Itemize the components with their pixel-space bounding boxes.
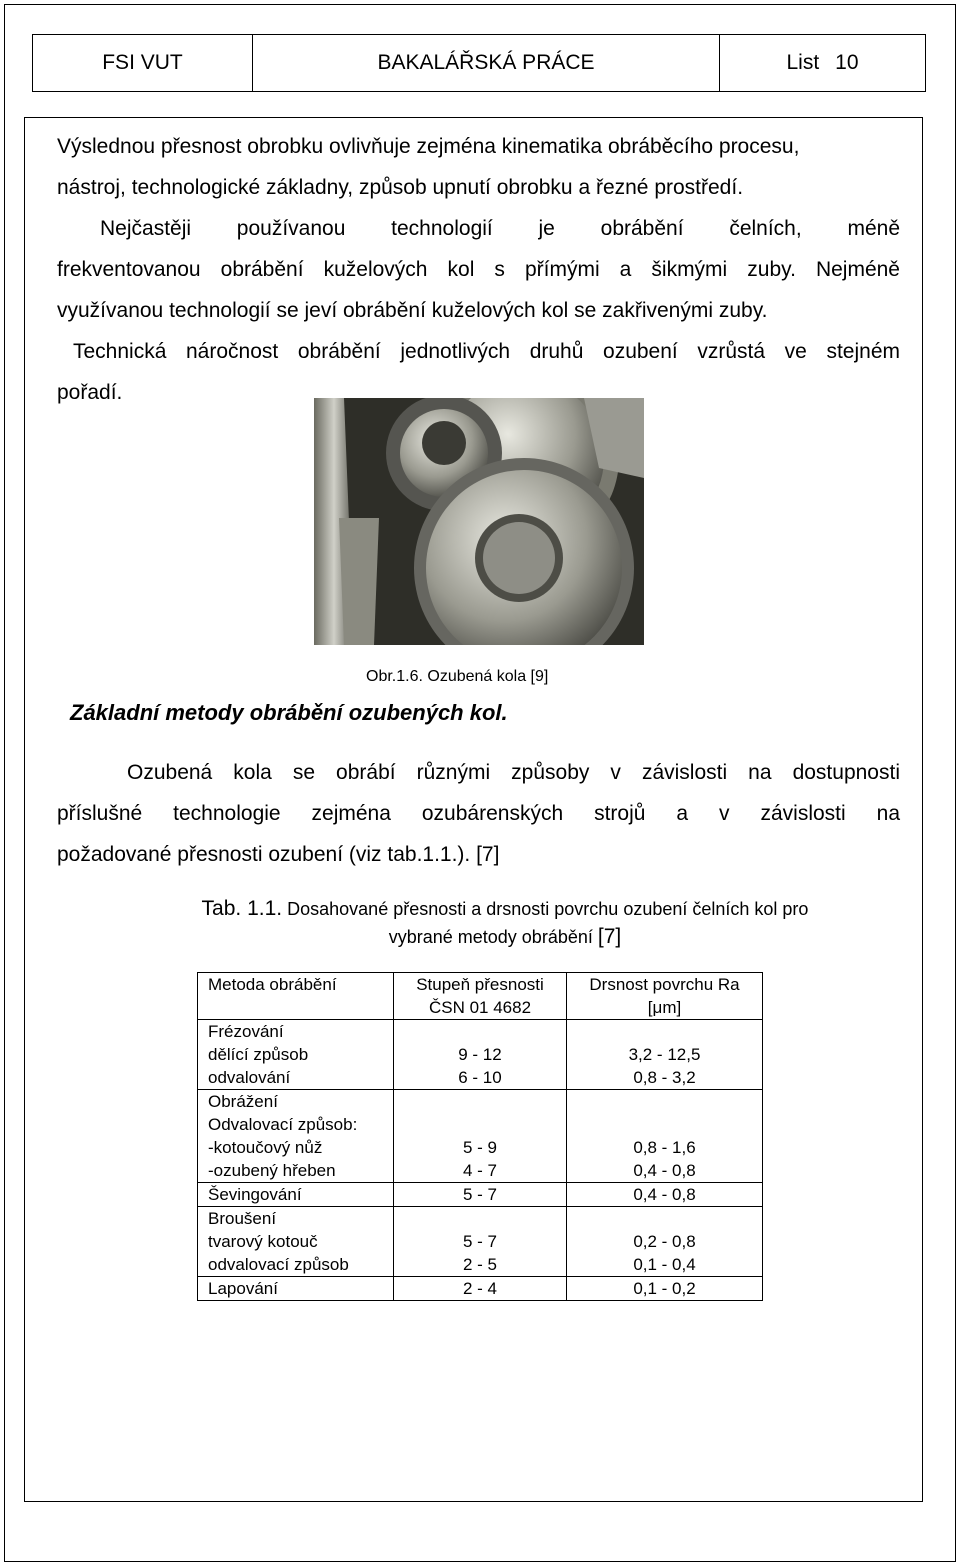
body-line: Ozubená kola se obrábí různými způsoby v závislosti na dostupnosti bbox=[127, 761, 900, 784]
table-cell bbox=[567, 1207, 763, 1277]
gears-photo bbox=[314, 398, 644, 645]
intro-line: Nejčastěji používanou technologií je obrábění čelních, méně bbox=[100, 217, 900, 240]
table-header-cell: Metoda obrábění bbox=[198, 973, 394, 1020]
table-cell-line: odvalovací způsob bbox=[208, 1255, 349, 1274]
table-cell-line: 0,1 - 0,4 bbox=[633, 1255, 696, 1274]
table-cell-line: Odvalovací způsob: bbox=[208, 1115, 358, 1134]
header-thesis-type: BAKALÁŘSKÁ PRÁCE bbox=[253, 35, 720, 91]
table-header-cell: Stupeň přesnosti ČSN 01 4682 bbox=[394, 973, 567, 1020]
table-cell-line: 0,8 - 1,6 bbox=[633, 1138, 696, 1157]
table-cell bbox=[567, 1020, 763, 1090]
table-cell bbox=[394, 1090, 567, 1183]
header-page bbox=[720, 35, 925, 91]
figure-caption: Obr.1.6. Ozubená kola [9] bbox=[366, 668, 549, 685]
table-cell-line: Broušení bbox=[208, 1209, 277, 1228]
table-cell bbox=[198, 1183, 394, 1207]
table-row bbox=[198, 1183, 763, 1207]
table-caption-text: vybrané metody obrábění bbox=[388, 927, 593, 947]
table-body bbox=[198, 1020, 763, 1301]
table-cell-line: 2 - 4 bbox=[462, 1279, 498, 1298]
table-cell-line: Lapování bbox=[208, 1279, 278, 1298]
table-cell-line: Frézování bbox=[208, 1022, 284, 1041]
table-cell-line: -ozubený hřeben bbox=[208, 1161, 336, 1180]
header-page-number: 10 bbox=[835, 51, 859, 74]
table-cell-line: 5 - 9 bbox=[462, 1138, 498, 1157]
body-paragraph bbox=[57, 752, 900, 875]
intro-line: pořadí. bbox=[57, 381, 123, 404]
intro-line: Technická náročnost obrábění jednotlivých druhů ozubení vzrůstá ve stejném bbox=[73, 340, 900, 363]
table-cell-line: 6 - 10 bbox=[458, 1068, 502, 1087]
intro-line: frekventovanou obrábění kuželových kol s přímými a šikmými zuby. Nejméně bbox=[57, 258, 900, 281]
table-cell-line: 2 - 5 bbox=[462, 1255, 498, 1274]
table-cell-line: 5 - 7 bbox=[462, 1232, 498, 1251]
table-row bbox=[198, 1277, 763, 1301]
table-cell-line bbox=[394, 1113, 566, 1136]
table-cell-line bbox=[394, 1207, 566, 1230]
table-cell-line bbox=[394, 1090, 566, 1113]
table-caption-label: Tab. 1.1. bbox=[201, 897, 283, 920]
table-cell bbox=[198, 1207, 394, 1277]
table-cell-line: odvalování bbox=[208, 1068, 291, 1087]
page-header bbox=[32, 34, 926, 92]
table-cell bbox=[394, 1207, 567, 1277]
table-caption-ref: [7] bbox=[597, 925, 622, 948]
table-cell bbox=[394, 1020, 567, 1090]
body-line: požadované přesnosti ozubení (viz tab.1.1.). [7] bbox=[57, 843, 500, 866]
accuracy-table bbox=[197, 972, 763, 1301]
table-cell-line: 0,4 - 0,8 bbox=[633, 1161, 696, 1180]
table-cell-line bbox=[567, 1090, 762, 1113]
table-cell-line: 0,4 - 0,8 bbox=[633, 1185, 696, 1204]
table-cell-line: 4 - 7 bbox=[462, 1161, 498, 1180]
table-cell bbox=[394, 1183, 567, 1207]
table-cell-line: 9 - 12 bbox=[458, 1045, 502, 1064]
intro-paragraph bbox=[57, 126, 900, 413]
table-cell-line: Ševingování bbox=[208, 1185, 302, 1204]
table-cell bbox=[567, 1183, 763, 1207]
table-cell-line: -kotoučový nůž bbox=[208, 1138, 323, 1157]
table-cell-line bbox=[567, 1113, 762, 1136]
body-line: příslušné technologie zejména ozubárenských strojů a v závislosti na bbox=[57, 802, 900, 825]
table-cell-line: tvarový kotouč bbox=[208, 1232, 318, 1251]
table-header-cell: Drsnost povrchu Ra [μm] bbox=[567, 973, 763, 1020]
table-cell bbox=[394, 1277, 567, 1301]
table-cell-line bbox=[394, 1020, 566, 1043]
table-row bbox=[198, 1207, 763, 1277]
table-cell bbox=[567, 1277, 763, 1301]
table-row bbox=[198, 1090, 763, 1183]
table-cell-line: 0,1 - 0,2 bbox=[633, 1279, 696, 1298]
table-cell bbox=[198, 1277, 394, 1301]
table-cell-line: 3,2 - 12,5 bbox=[628, 1045, 701, 1064]
gears-photo-image bbox=[314, 398, 644, 645]
table-cell-line: dělící způsob bbox=[208, 1045, 309, 1064]
table-cell-line: 5 - 7 bbox=[462, 1185, 498, 1204]
intro-line: Výslednou přesnost obrobku ovlivňuje zejména kinematika obráběcího procesu, bbox=[57, 135, 800, 158]
header-page-label: List bbox=[786, 51, 820, 74]
table-row bbox=[198, 1020, 763, 1090]
table-caption bbox=[150, 895, 860, 951]
intro-line: využívanou technologií se jeví obrábění kuželových kol se zakřivenými zuby. bbox=[57, 299, 768, 322]
section-heading: Základní metody obrábění ozubených kol. bbox=[70, 700, 508, 725]
table-cell bbox=[198, 1090, 394, 1183]
table-cell-line: 0,8 - 3,2 bbox=[633, 1068, 696, 1087]
table-cell bbox=[198, 1020, 394, 1090]
table-cell-line: 0,2 - 0,8 bbox=[633, 1232, 696, 1251]
table-header-row bbox=[198, 973, 763, 1020]
table-cell-line bbox=[567, 1020, 762, 1043]
table-caption-text: Dosahované přesnosti a drsnosti povrchu ozubení čelních kol pro bbox=[287, 899, 809, 919]
header-institution: FSI VUT bbox=[33, 35, 253, 91]
table-cell-line bbox=[567, 1207, 762, 1230]
table-cell bbox=[567, 1090, 763, 1183]
intro-line: nástroj, technologické základny, způsob upnutí obrobku a řezné prostředí. bbox=[57, 176, 744, 199]
table-cell-line: Obrážení bbox=[208, 1092, 278, 1111]
